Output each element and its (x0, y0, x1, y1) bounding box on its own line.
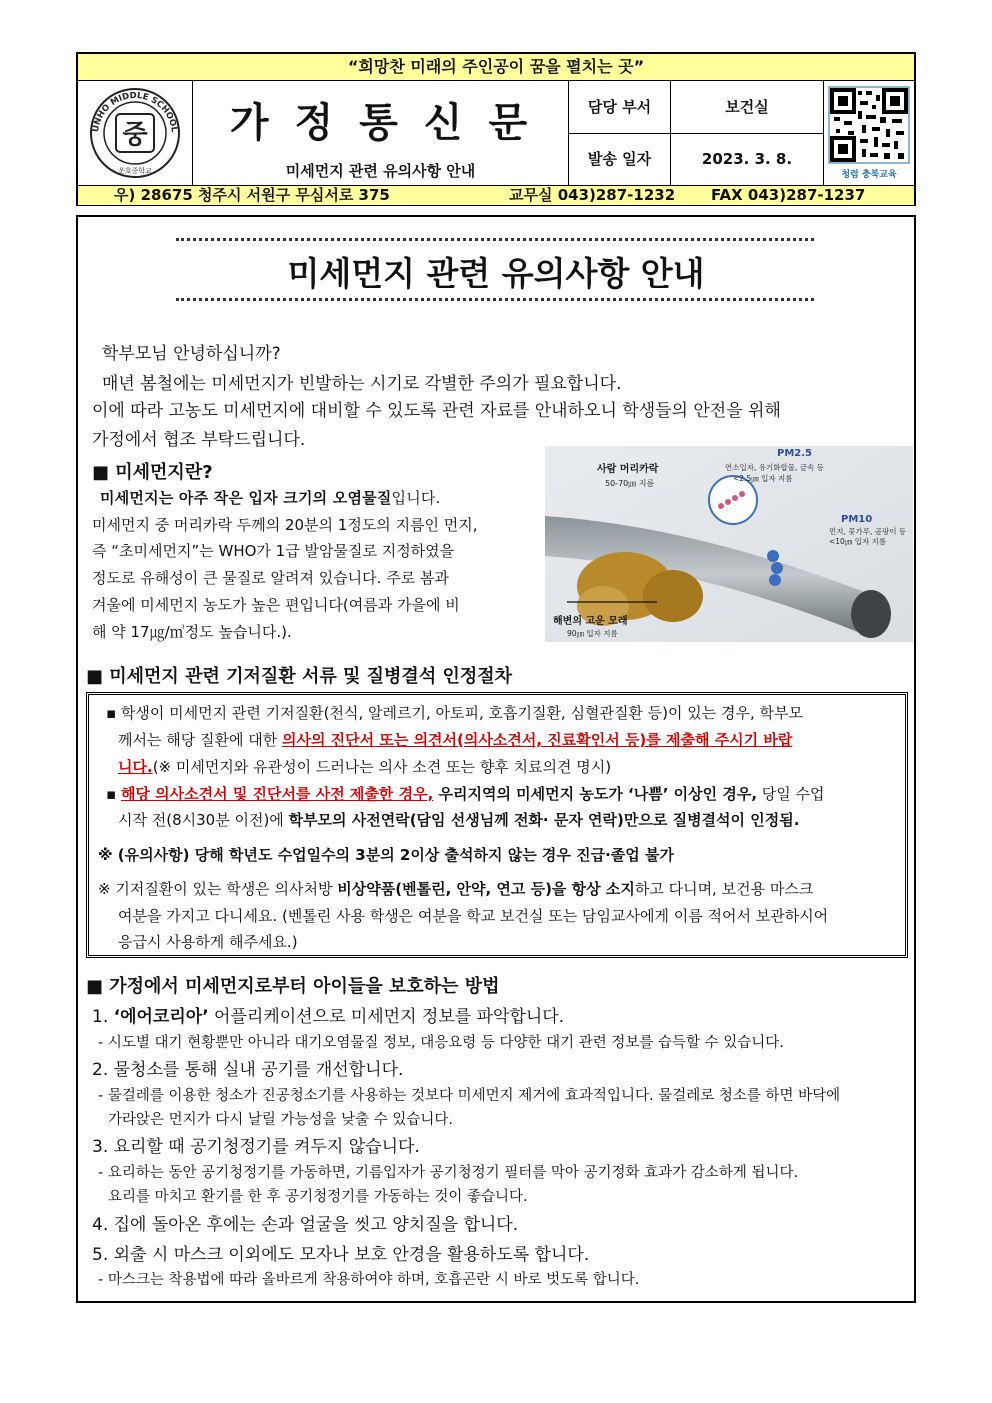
notice-bullet-2-cont: 시작 전(8시30분 이전)에 학부모의 사전연락(담임 선생님께 전화· 문자 연락)만으로 질병결석이 인정됨. (118, 811, 800, 829)
definition-line: 미세먼지는 아주 작은 입자 크기의 오염물질입니다. (100, 489, 441, 507)
school-address: 우) 28675 청주시 서원구 무심서로 375 (114, 186, 390, 204)
paper-title: 가정통신문 (229, 99, 554, 146)
svg-text:UNHO MIDDLE SCHOOL: UNHO MIDDLE SCHOOL (91, 90, 179, 133)
section-documents-procedure: ■ 미세먼지 관련 기저질환 서류 및 질병결석 인정절차 (86, 666, 513, 687)
svg-text:50-70㎛ 지름: 50-70㎛ 지름 (605, 479, 655, 488)
particle-size-illustration (545, 446, 913, 642)
dept-label: 담당 부서 (587, 98, 652, 116)
title-cell (193, 81, 568, 185)
school-logo-cell (78, 81, 192, 185)
letter-title: 미세먼지 관련 유의사항 안내 (287, 254, 705, 293)
tip-item-4: 4. 집에 돌아온 후에는 손과 얼굴을 씻고 양치질을 합니다. (92, 1215, 519, 1235)
definition-line: 정도로 유해성이 큰 물질로 알려져 있습니다. 주로 봄과 (92, 569, 449, 587)
tip-detail: 가라앉은 먼지가 다시 날릴 가능성을 낮출 수 있습니다. (108, 1112, 454, 1128)
tip-detail: - 요리하는 동안 공기청정기를 가동하면, 기름입자가 공기청정기 필터를 막아 공기정화 효과가 감소하게 됩니다. (98, 1165, 799, 1181)
tip-item-3: 3. 요리할 때 공기청정기를 켜두지 않습니다. (92, 1137, 420, 1157)
tip-detail: 요리를 마치고 환기를 한 후 공기청정기를 가동하는 것이 좋습니다. (108, 1189, 528, 1205)
svg-text:연소입자, 유기화합물, 금속 등: 연소입자, 유기화합물, 금속 등 (725, 463, 824, 472)
notice-bullet-2: ▪ 해당 의사소견서 및 진단서를 사전 제출한 경우, 우리지역의 미세먼지 농도가 ‘나쁨’ 이상인 경우, 당일 수업 (106, 785, 825, 803)
intro-line: 이에 따라 고농도 미세먼지에 대비할 수 있도록 관련 자료를 안내하오니 학생들의 안전을 위해 (92, 401, 781, 421)
contact-bar (78, 185, 914, 205)
section-home-protection: ■ 가정에서 미세먼지로부터 아이들을 보호하는 방법 (86, 976, 500, 997)
date-value: 2023. 3. 8. (701, 150, 793, 168)
letter-header (76, 52, 916, 206)
svg-text:PM2.5: PM2.5 (777, 448, 812, 459)
header-info-row (78, 81, 914, 185)
svg-text:먼지, 꽃가루, 곰팡이 등: 먼지, 꽃가루, 곰팡이 등 (829, 527, 907, 536)
svg-text:청렴 충북교육: 청렴 충북교육 (841, 170, 897, 180)
notice-bullet-1: ▪ 학생이 미세먼지 관련 기저질환(천식, 알레르기, 아토피, 호흡기질환, 심혈관질환 등)이 있는 경우, 학부모 (106, 704, 804, 722)
staff-room-phone: 교무실 043)287-1232 (509, 186, 676, 204)
paper-subtitle: 미세먼지 관련 유의사항 안내 (285, 162, 476, 180)
fax-number: FAX 043)287-1237 (711, 186, 866, 204)
svg-text:해변의 고운 모래: 해변의 고운 모래 (553, 616, 628, 627)
svg-text:PM10: PM10 (841, 514, 873, 525)
title-divider-top (176, 238, 814, 241)
tip-item-2: 2. 물청소를 통해 실내 공기를 개선합니다. (92, 1060, 404, 1080)
notice-bullet-1-cont: 니다.(※ 미세먼지와 유관성이 드러나는 의사 소견 또는 향후 치료의견 명시) (118, 758, 612, 776)
title-divider-bottom (176, 298, 814, 301)
tip-detail: - 시도별 대기 현황뿐만 아니라 대기오염물질 정보, 대응요령 등 다양한 대기 관련 정보를 습득할 수 있습니다. (98, 1035, 784, 1051)
medicine-notice-cont: 응급시 사용하게 해주세요.) (118, 933, 298, 951)
definition-line: 미세먼지 중 머리카락 두께의 20분의 1정도의 지름인 먼지, (92, 516, 478, 534)
qr-code-icon[interactable] (824, 81, 914, 185)
notice-bullet-1-cont: 께서는 해당 질환에 대한 의사의 진단서 또는 의견서(의사소견서, 진료확인서 등)를 제출해 주시기 바랍 (118, 731, 793, 749)
svg-text:90㎛ 입자 지름: 90㎛ 입자 지름 (567, 629, 618, 638)
svg-text:운호중학교: 운호중학교 (118, 167, 152, 175)
svg-text:<2.5㎛ 입자 지름: <2.5㎛ 입자 지름 (733, 474, 793, 483)
tip-detail: - 마스크는 착용법에 따라 올바르게 착용하여야 하며, 호흡곤란 시 바로 벗도록 합니다. (98, 1272, 640, 1288)
date-label: 발송 일자 (587, 150, 652, 168)
medicine-notice: ※ 기저질환이 있는 학생은 의사처방 비상약품(벤톨린, 안약, 연고 등)을 항상 소지하고 다니며, 보건용 마스크 (98, 880, 814, 898)
intro-line: 매년 봄철에는 미세먼지가 빈발하는 시기로 각별한 주의가 필요합니다. (102, 374, 622, 394)
svg-text:중: 중 (122, 120, 148, 150)
intro-line: 가정에서 협조 부탁드립니다. (92, 430, 306, 450)
tip-item-1: 1. ‘에어코리아’ 어플리케이션으로 미세먼지 정보를 파악합니다. (92, 1007, 565, 1027)
svg-text:사람 머리카락: 사람 머리카락 (597, 464, 659, 475)
definition-line: 겨울에 미세먼지 농도가 높은 편입니다(여름과 가을에 비 (92, 596, 460, 614)
tip-detail: - 물걸레를 이용한 청소가 진공청소기를 사용하는 것보다 미세먼지 제거에 효과적입니다. 물걸레로 청소를 하면 바닥에 (98, 1088, 841, 1104)
section-what-is-fine-dust: ■ 미세먼지란? (92, 462, 213, 483)
school-slogan: “희망찬 미래의 주인공이 꿈을 펼치는 곳” (78, 54, 914, 81)
svg-text:<10㎛ 입자 지름: <10㎛ 입자 지름 (829, 537, 887, 546)
dept-value: 보건실 (725, 98, 769, 116)
qr-code-cell (824, 81, 914, 185)
definition-line: 즉 “초미세먼지”는 WHO가 1급 발암물질로 지정하였을 (92, 542, 455, 560)
medicine-notice-cont: 여분을 가지고 다니세요. (벤톨린 사용 학생은 여분을 학교 보건실 또는 담임교사에게 이름 적어서 보관하시어 (118, 907, 829, 925)
tip-item-5: 5. 외출 시 마스크 이외에도 모자나 보호 안경을 활용하도록 합니다. (92, 1245, 590, 1265)
attendance-warning: ※ (유의사항) 당해 학년도 수업일수의 3분의 2이상 출석하지 않는 경우 진급·졸업 불가 (98, 846, 674, 864)
definition-line: 해 약 17㎍/㎥정도 높습니다.). (92, 623, 292, 641)
intro-greeting: 학부모님 안녕하십니까? (102, 344, 281, 364)
school-logo-icon (78, 81, 192, 185)
